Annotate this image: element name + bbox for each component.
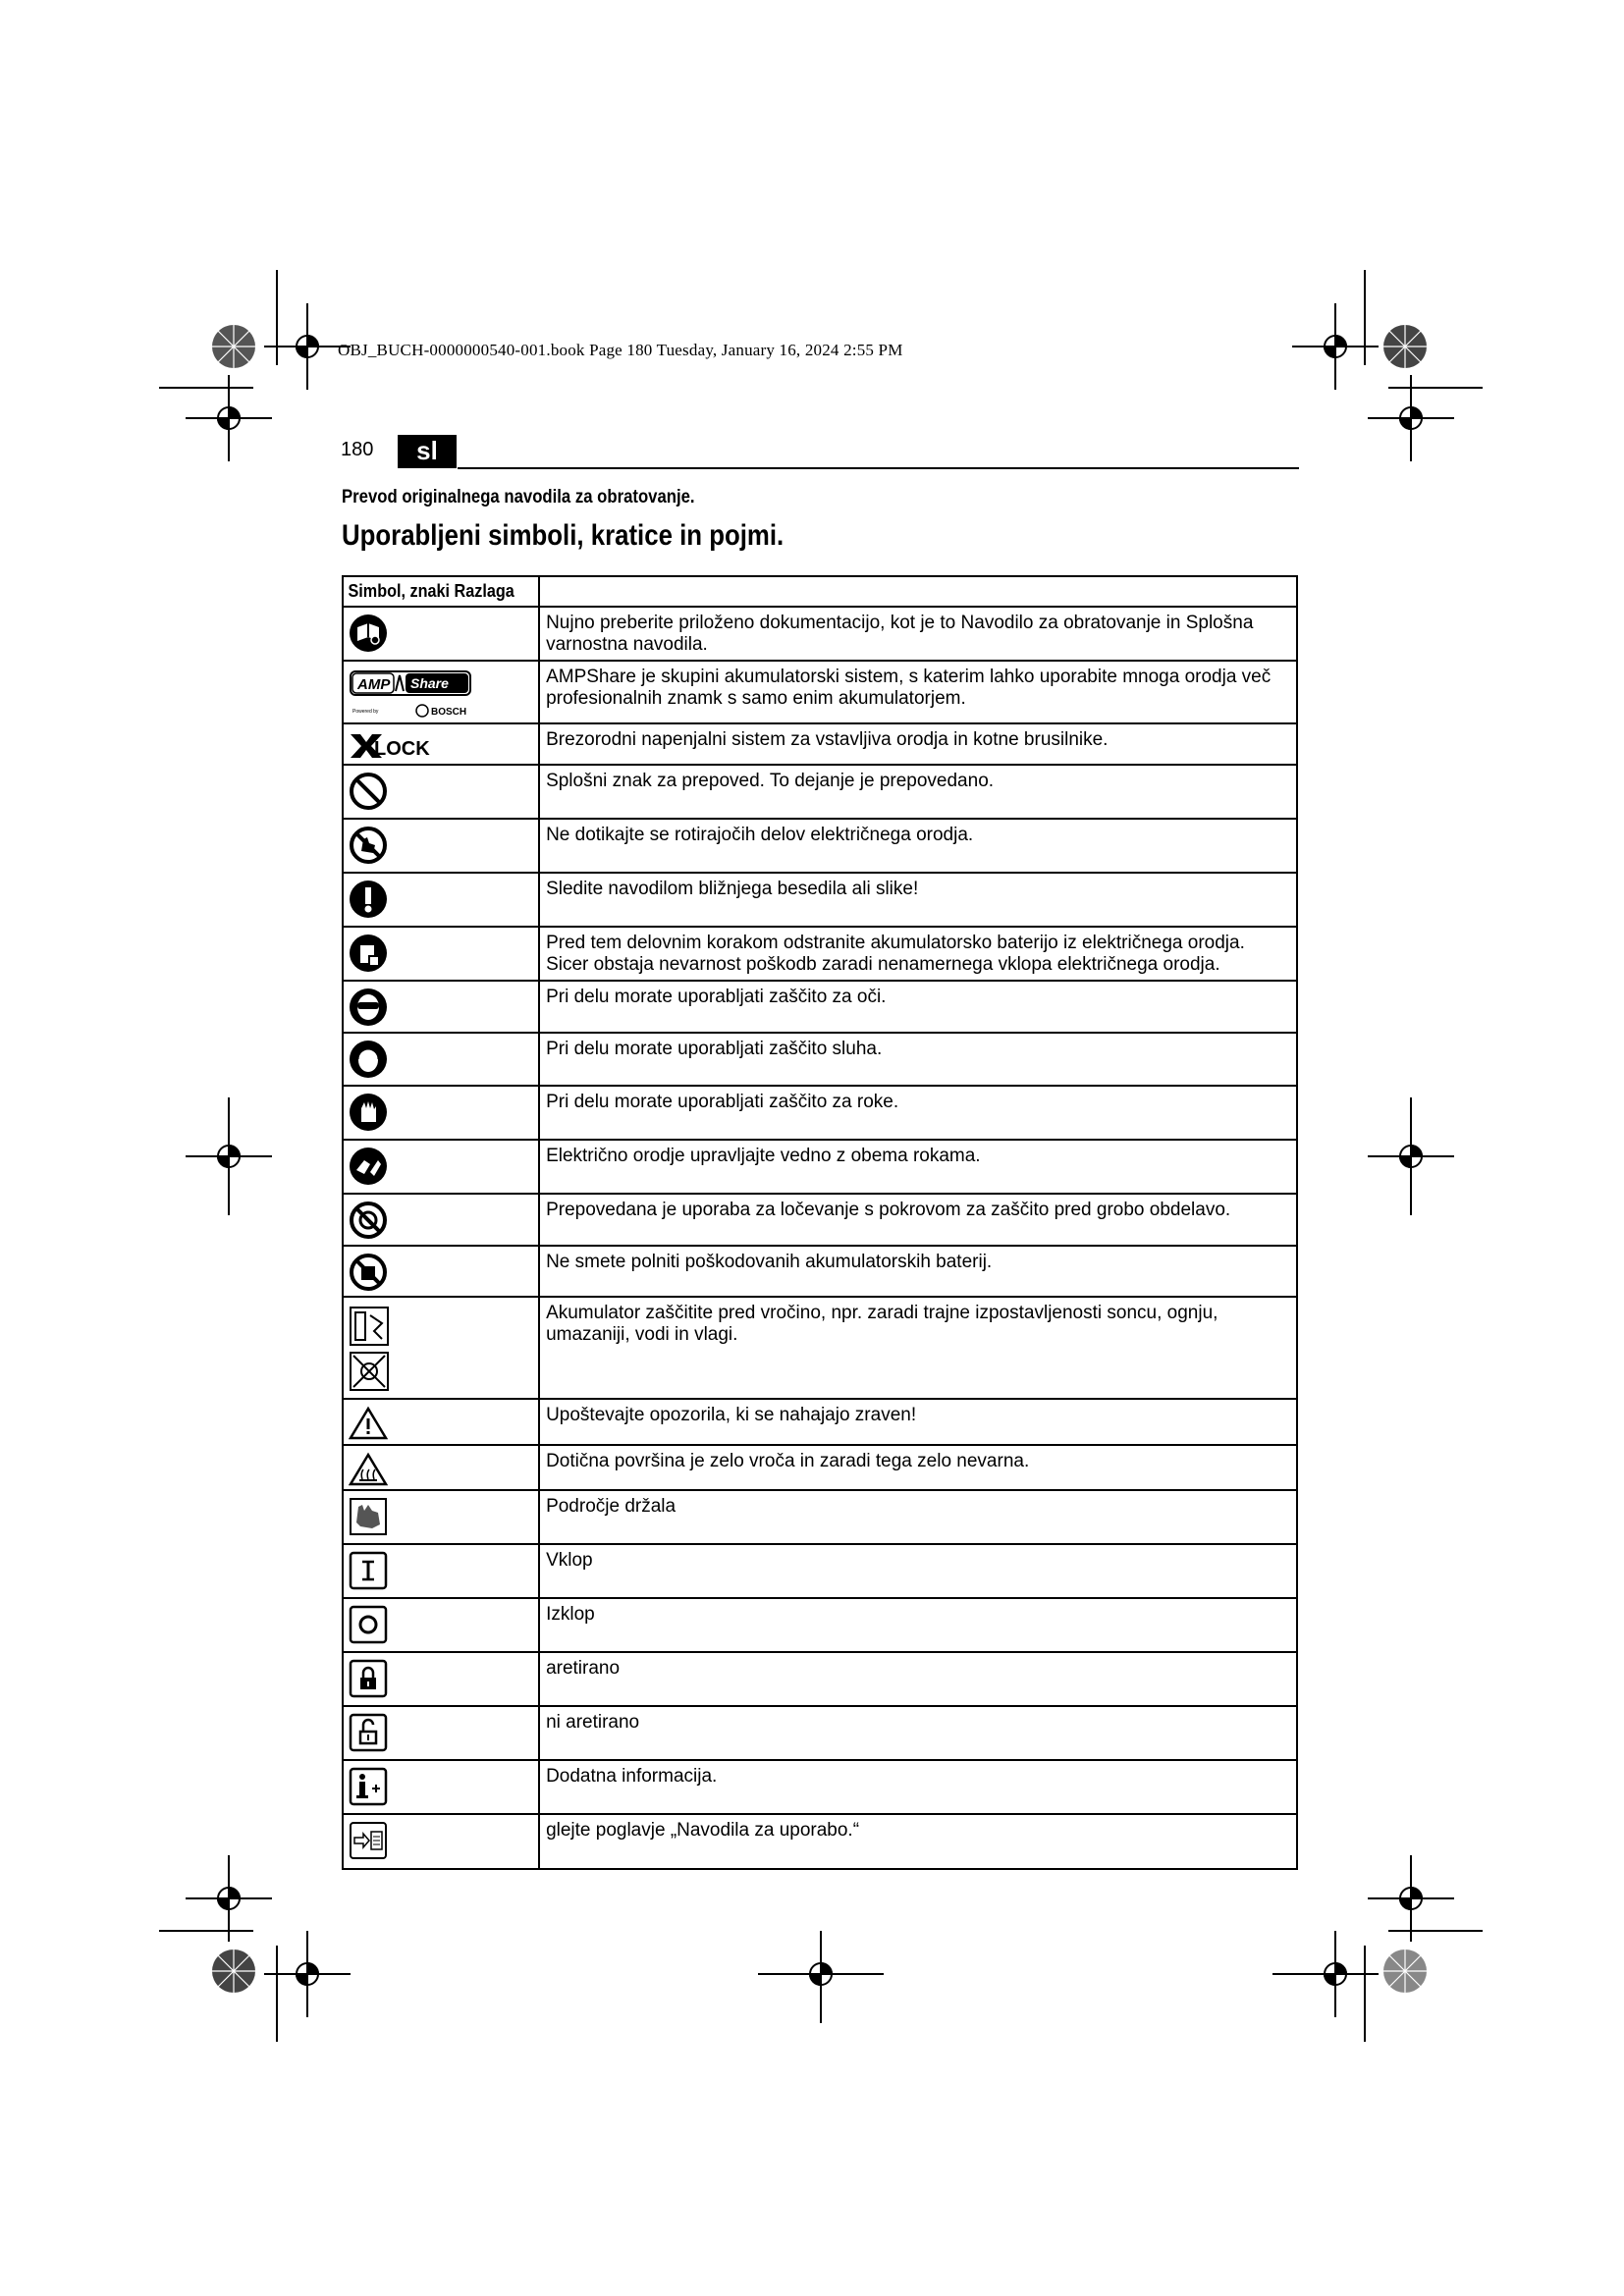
page-title: Uporabljeni simboli, kratice in pojmi. [342,519,785,552]
table-cell-text: Brezorodni napenjalni sistem za vstavljiva orodja in kotne brusilnike. [539,723,1297,765]
table-row [343,1297,1297,1399]
table-cell-text: Splošni znak za prepoved. To dejanje je prepovedano. [539,765,1297,819]
two-hands-icon [349,1147,388,1186]
switch-off-icon [349,1605,388,1644]
table-row [343,607,1297,661]
table-row [343,1140,1297,1194]
table-row [343,873,1297,927]
table-cell-text: Pri delu morate uporabljati zaščito za oči. [539,981,1297,1033]
warning-triangle-icon [349,1406,388,1441]
table-cell-text: Električno orodje upravljajte vedno z obema rokama. [539,1140,1297,1194]
table-cell-text: Področje držala [539,1490,1297,1544]
header-rule [458,467,1299,469]
grip-area-icon [349,1497,388,1536]
table-cell-text: aretirano [539,1652,1297,1706]
table-row [343,723,1297,765]
table-row [343,661,1297,723]
table-cell-text: Akumulator zaščitite pred vročino, npr. zaradi trajne izpostavljenosti soncu, ognju, umazaniji, vodi in vlagi. [539,1297,1297,1399]
table-cell-text: Nujno preberite priloženo dokumentacijo, kot je to Navodilo za obratovanje in Splošna varnostna navodila. [539,607,1297,661]
table-row [343,1544,1297,1598]
table-cell-text: Upoštevajte opozorila, ki se nahajajo zraven! [539,1399,1297,1445]
battery-heat-icon [349,1304,392,1394]
unlocked-icon [349,1713,388,1752]
locked-icon [349,1659,388,1698]
page-number: 180 [341,439,374,460]
table-cell-text: Dodatna informacija. [539,1760,1297,1814]
prohibition-icon [349,772,388,811]
table-row [343,1445,1297,1490]
table-row [343,1706,1297,1760]
table-row [343,1652,1297,1706]
table-row [343,1399,1297,1445]
hot-surface-icon [349,1452,388,1487]
table-cell-text: Pri delu morate uporabljati zaščito za roke. [539,1086,1297,1140]
table-row [343,765,1297,819]
xlock-logo-text: LOCK [374,738,430,760]
table-row [343,1033,1297,1086]
eye-protection-icon [349,988,388,1027]
book-reference-line: OBJ_BUCH-0000000540-001.book Page 180 Tuesday, January 16, 2024 2:55 PM [338,341,903,359]
table-cell-text: Pri delu morate uporabljati zaščito sluha. [539,1033,1297,1086]
table-cell-text: Ne dotikajte se rotirajočih delov električnega orodja. [539,819,1297,873]
table-cell-text: Ne smete polniti poškodovanih akumulatorskih baterij. [539,1246,1297,1297]
no-charge-damaged-icon [349,1253,388,1292]
table-header-row [343,576,1297,607]
table-row [343,1086,1297,1140]
remove-battery-icon [349,934,388,973]
hand-protection-icon [349,1093,388,1132]
see-chapter-icon [349,1821,388,1860]
no-cutting-guard-icon [349,1201,388,1240]
table-row [343,1814,1297,1869]
table-cell-text: Pred tem delovnim korakom odstranite akumulatorsko baterijo iz električnega orodja. Sicer obstaja nevarnost poškodb zaradi nenamernega vklopa električnega orodja. [539,927,1297,981]
table-cell-text: Sledite navodilom bližnjega besedila ali slike! [539,873,1297,927]
svg-text:Share: Share [410,675,449,691]
table-header-label: Simbol, znaki Razlaga [348,581,514,601]
table-cell-text: AMPShare je skupini akumulatorski sistem, s katerim lahko uporabite mnoga orodja več profesionalnih znamk s samo enim akumulatorjem. [539,661,1297,723]
table-cell-text: Prepovedana je uporaba za ločevanje s pokrovom za zaščito pred grobo obdelavo. [539,1194,1297,1246]
no-touch-rotating-icon [349,826,388,865]
svg-text:BOSCH: BOSCH [431,707,467,718]
ampshare-powered-text: Powered by [352,709,379,715]
table-row [343,1246,1297,1297]
ampshare-logo-text: AMP [357,676,391,693]
table-cell-text: glejte poglavje „Navodila za uporabo.“ [539,1814,1297,1869]
table-row [343,1490,1297,1544]
table-row [343,1598,1297,1652]
table-row [343,927,1297,981]
symbols-table [342,575,1298,1870]
xlock-logo [349,730,447,760]
switch-on-icon [349,1551,388,1590]
table-row [343,819,1297,873]
read-manual-icon [349,614,388,653]
ampshare-logo [349,667,476,719]
language-badge: sl [398,435,457,468]
exclamation-icon [349,880,388,919]
table-row [343,1760,1297,1814]
table-row [343,1194,1297,1246]
table-cell-text: Izklop [539,1598,1297,1652]
table-cell-text: Dotična površina je zelo vroča in zaradi tega zelo nevarna. [539,1445,1297,1490]
table-cell-text: Vklop [539,1544,1297,1598]
ear-protection-icon [349,1040,388,1079]
info-icon [349,1767,388,1806]
table-row [343,981,1297,1033]
page-subtitle: Prevod originalnega navodila za obratovanje. [342,487,695,507]
table-cell-text: ni aretirano [539,1706,1297,1760]
